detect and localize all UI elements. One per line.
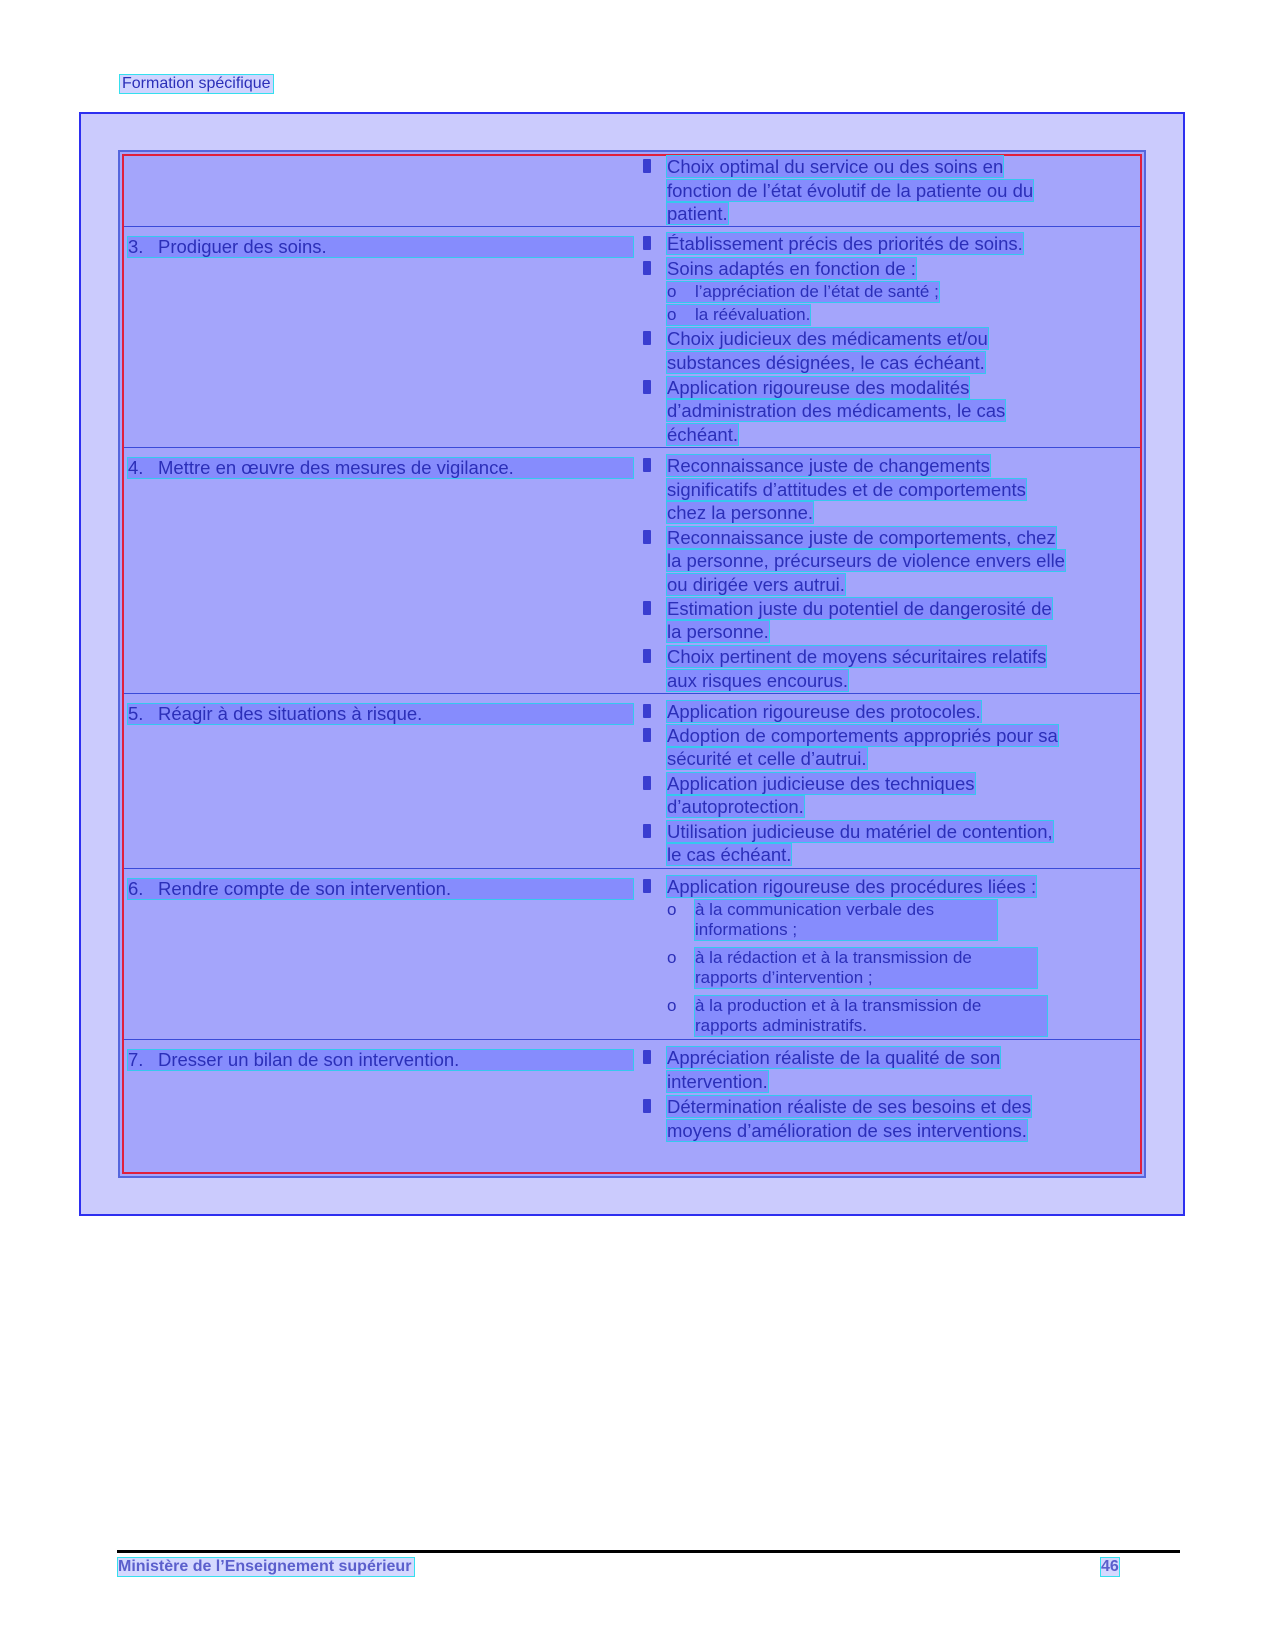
page-number: 46 [1101, 1558, 1119, 1575]
criterion-element [128, 704, 633, 724]
bullet-icon [643, 824, 651, 838]
bullet-icon [643, 1050, 651, 1064]
sub-bullet-item: o l’appréciation de l’état de santé ; [667, 282, 939, 301]
bullet-icon [643, 236, 651, 250]
performance-criterion-line: Application rigoureuse des protocoles. [667, 701, 981, 722]
row-divider [124, 447, 1140, 448]
criterion-element [128, 1050, 633, 1070]
performance-criterion-line: Application rigoureuse des modalités [667, 377, 970, 398]
criterion-text: Rendre compte de son intervention. [158, 878, 452, 899]
performance-criterion-line: Reconnaissance juste de comportements, chez [667, 527, 1056, 548]
performance-criterion-line: Adoption de comportements appropriés pour sa [667, 725, 1058, 746]
performance-criterion-line: le cas échéant. [667, 844, 792, 865]
performance-criterion-line: échéant. [667, 424, 738, 445]
criterion-element [128, 237, 633, 257]
bullet-icon [643, 728, 651, 742]
performance-criterion-line: Estimation juste du potentiel de dangerosité de [667, 598, 1052, 619]
criterion-number: 3. [128, 236, 144, 257]
criterion-number: 6. [128, 878, 144, 899]
row-divider [124, 1039, 1140, 1040]
bullet-icon [643, 649, 651, 663]
criterion-text: Dresser un bilan de son intervention. [158, 1049, 460, 1070]
performance-criterion-line: ou dirigée vers autrui. [667, 574, 845, 595]
sub-bullet-item: o à la communication verbale des informations ; [667, 900, 997, 940]
performance-criterion-line: patient. [667, 203, 728, 224]
performance-criterion-line: Détermination réaliste de ses besoins et des [667, 1096, 1032, 1117]
performance-criterion-line: Choix pertinent de moyens sécuritaires relatifs [667, 646, 1047, 667]
performance-criterion-line: Application rigoureuse des procédures liées : [667, 876, 1037, 897]
row-divider [124, 868, 1140, 869]
performance-criterion-line: fonction de l’état évolutif de la patiente ou du [667, 180, 1034, 201]
bullet-icon [643, 261, 651, 275]
criterion-text: Prodiguer des soins. [158, 236, 327, 257]
performance-criterion-line: moyens d’amélioration de ses interventions. [667, 1120, 1027, 1141]
performance-criterion-line: Application judicieuse des techniques [667, 773, 975, 794]
performance-criterion-line: Choix optimal du service ou des soins en [667, 156, 1004, 177]
performance-criterion-line: significatifs d’attitudes et de comportements [667, 479, 1026, 500]
page-header-title: Formation spécifique [122, 75, 271, 92]
performance-criterion-line: Choix judicieux des médicaments et/ou [667, 328, 988, 349]
footer-ministry: Ministère de l’Enseignement supérieur [118, 1558, 414, 1576]
bullet-icon [643, 879, 651, 893]
criterion-number: 4. [128, 457, 144, 478]
performance-criterion-line: intervention. [667, 1071, 768, 1092]
performance-criterion-line: sécurité et celle d’autrui. [667, 748, 867, 769]
footer-rule [117, 1550, 1180, 1553]
criterion-text: Réagir à des situations à risque. [158, 703, 423, 724]
row-divider [124, 226, 1140, 227]
bullet-icon [643, 530, 651, 544]
sub-bullet-item: o la réévaluation. [667, 305, 811, 324]
performance-criterion-line: d’administration des médicaments, le cas [667, 400, 1006, 421]
performance-criterion-line: Appréciation réaliste de la qualité de son [667, 1047, 1001, 1068]
performance-criterion-line: Soins adaptés en fonction de : [667, 258, 916, 279]
bullet-icon [643, 380, 651, 394]
row-divider [124, 693, 1140, 694]
bullet-icon [643, 601, 651, 615]
performance-criterion-line: Établissement précis des priorités de soins. [667, 233, 1023, 254]
performance-criterion-line: Reconnaissance juste de changements [667, 455, 990, 476]
criterion-number: 5. [128, 703, 144, 724]
bullet-icon [643, 159, 651, 173]
performance-criterion-line: la personne. [667, 621, 769, 642]
bullet-icon [643, 704, 651, 718]
bullet-icon [643, 458, 651, 472]
criterion-element [128, 458, 633, 478]
bullet-icon [643, 331, 651, 345]
performance-criterion-line: la personne, précurseurs de violence envers elle [667, 550, 1065, 571]
criterion-element [128, 879, 633, 899]
performance-criterion-line: chez la personne. [667, 502, 814, 523]
sub-bullet-item: o à la production et à la transmission de rapports administratifs. [667, 996, 1047, 1036]
performance-criterion-line: substances désignées, le cas échéant. [667, 352, 985, 373]
performance-criterion-line: aux risques encourus. [667, 670, 848, 691]
performance-criterion-line: d’autoprotection. [667, 796, 804, 817]
performance-criterion-line: Utilisation judicieuse du matériel de contention, [667, 821, 1053, 842]
bullet-icon [643, 776, 651, 790]
criterion-number: 7. [128, 1049, 144, 1070]
criterion-text: Mettre en œuvre des mesures de vigilance. [158, 457, 514, 478]
sub-bullet-item: o à la rédaction et à la transmission de rapports d’intervention ; [667, 948, 1037, 988]
bullet-icon [643, 1099, 651, 1113]
